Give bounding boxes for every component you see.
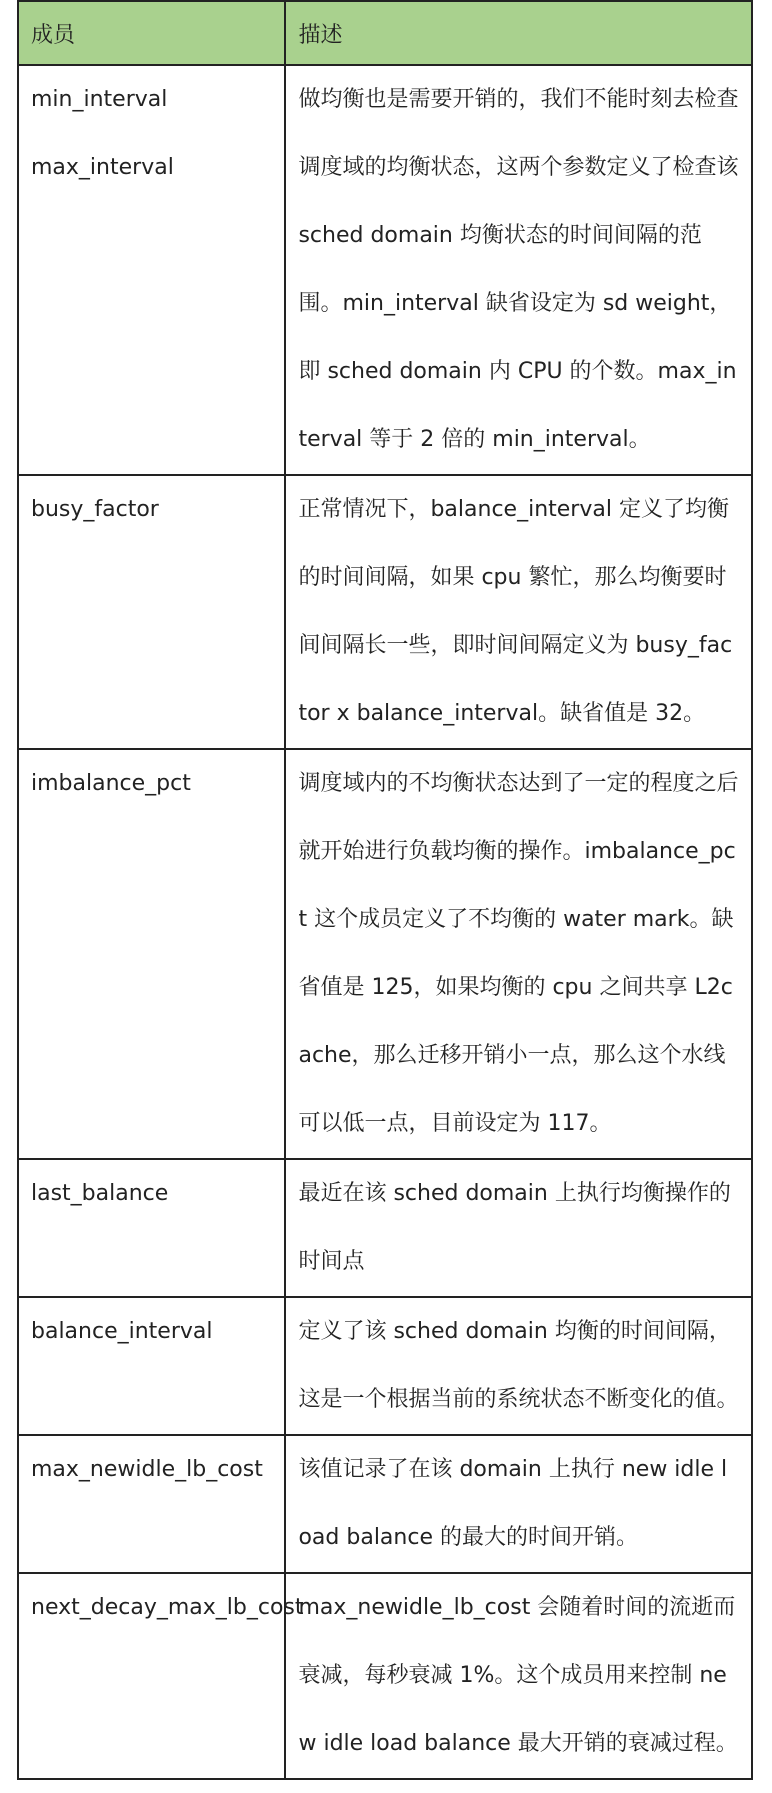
member-cell xyxy=(18,1159,285,1297)
member-cell xyxy=(18,749,285,1159)
description-cell: 定义了该 sched domain 均衡的时间间隔，这是一个根据当前的系统状态不断变化的值。 xyxy=(285,1297,752,1435)
member-name: next_decay_max_lb_cost xyxy=(31,1595,304,1620)
description-cell: 调度域内的不均衡状态达到了一定的程度之后就开始进行负载均衡的操作。imbalance_pct 这个成员定义了不均衡的 water mark。缺省值是 125，如果均衡的 cpu 之间共享 L2cache，那么迁移开销小一点，那么这个水线可以低一点，目前设定为 117。 xyxy=(285,749,752,1159)
member-name: balance_interval xyxy=(31,1319,213,1344)
member-name: min_interval xyxy=(31,87,168,112)
table-row xyxy=(18,65,752,475)
description-cell: 该值记录了在该 domain 上执行 new idle load balance 的最大的时间开销。 xyxy=(285,1435,752,1573)
members-table xyxy=(17,0,753,1780)
member-cell xyxy=(18,65,285,475)
description-cell: 最近在该 sched domain 上执行均衡操作的时间点 xyxy=(285,1159,752,1297)
member-name: max_newidle_lb_cost xyxy=(31,1457,263,1482)
member-cell xyxy=(18,475,285,749)
member-name: last_balance xyxy=(31,1181,169,1206)
description-cell: 做均衡也是需要开销的，我们不能时刻去检查调度域的均衡状态，这两个参数定义了检查该 sched domain 均衡状态的时间间隔的范围。min_interval 缺省设定为 sd weight，即 sched domain 内 CPU 的个数。max_interval 等于 2 倍的 min_interval。 xyxy=(285,65,752,475)
table-header-row xyxy=(18,1,752,65)
table-row xyxy=(18,1573,752,1779)
table-row xyxy=(18,1297,752,1435)
description-cell: 正常情况下，balance_interval 定义了均衡的时间间隔，如果 cpu 繁忙，那么均衡要时间间隔长一些，即时间间隔定义为 busy_factor x balance_interval。缺省值是 32。 xyxy=(285,475,752,749)
member-name: busy_factor xyxy=(31,497,159,522)
description-cell: max_newidle_lb_cost 会随着时间的流逝而衰减，每秒衰减 1%。这个成员用来控制 new idle load balance 最大开销的衰减过程。 xyxy=(285,1573,752,1779)
header-description: 描述 xyxy=(285,1,752,65)
table-row xyxy=(18,749,752,1159)
member-cell xyxy=(18,1435,285,1573)
table-row xyxy=(18,1435,752,1573)
member-name: imbalance_pct xyxy=(31,771,191,796)
table-row xyxy=(18,1159,752,1297)
header-member: 成员 xyxy=(18,1,285,65)
table-row xyxy=(18,475,752,749)
member-cell xyxy=(18,1297,285,1435)
member-name: max_interval xyxy=(31,155,174,180)
member-cell xyxy=(18,1573,304,1779)
